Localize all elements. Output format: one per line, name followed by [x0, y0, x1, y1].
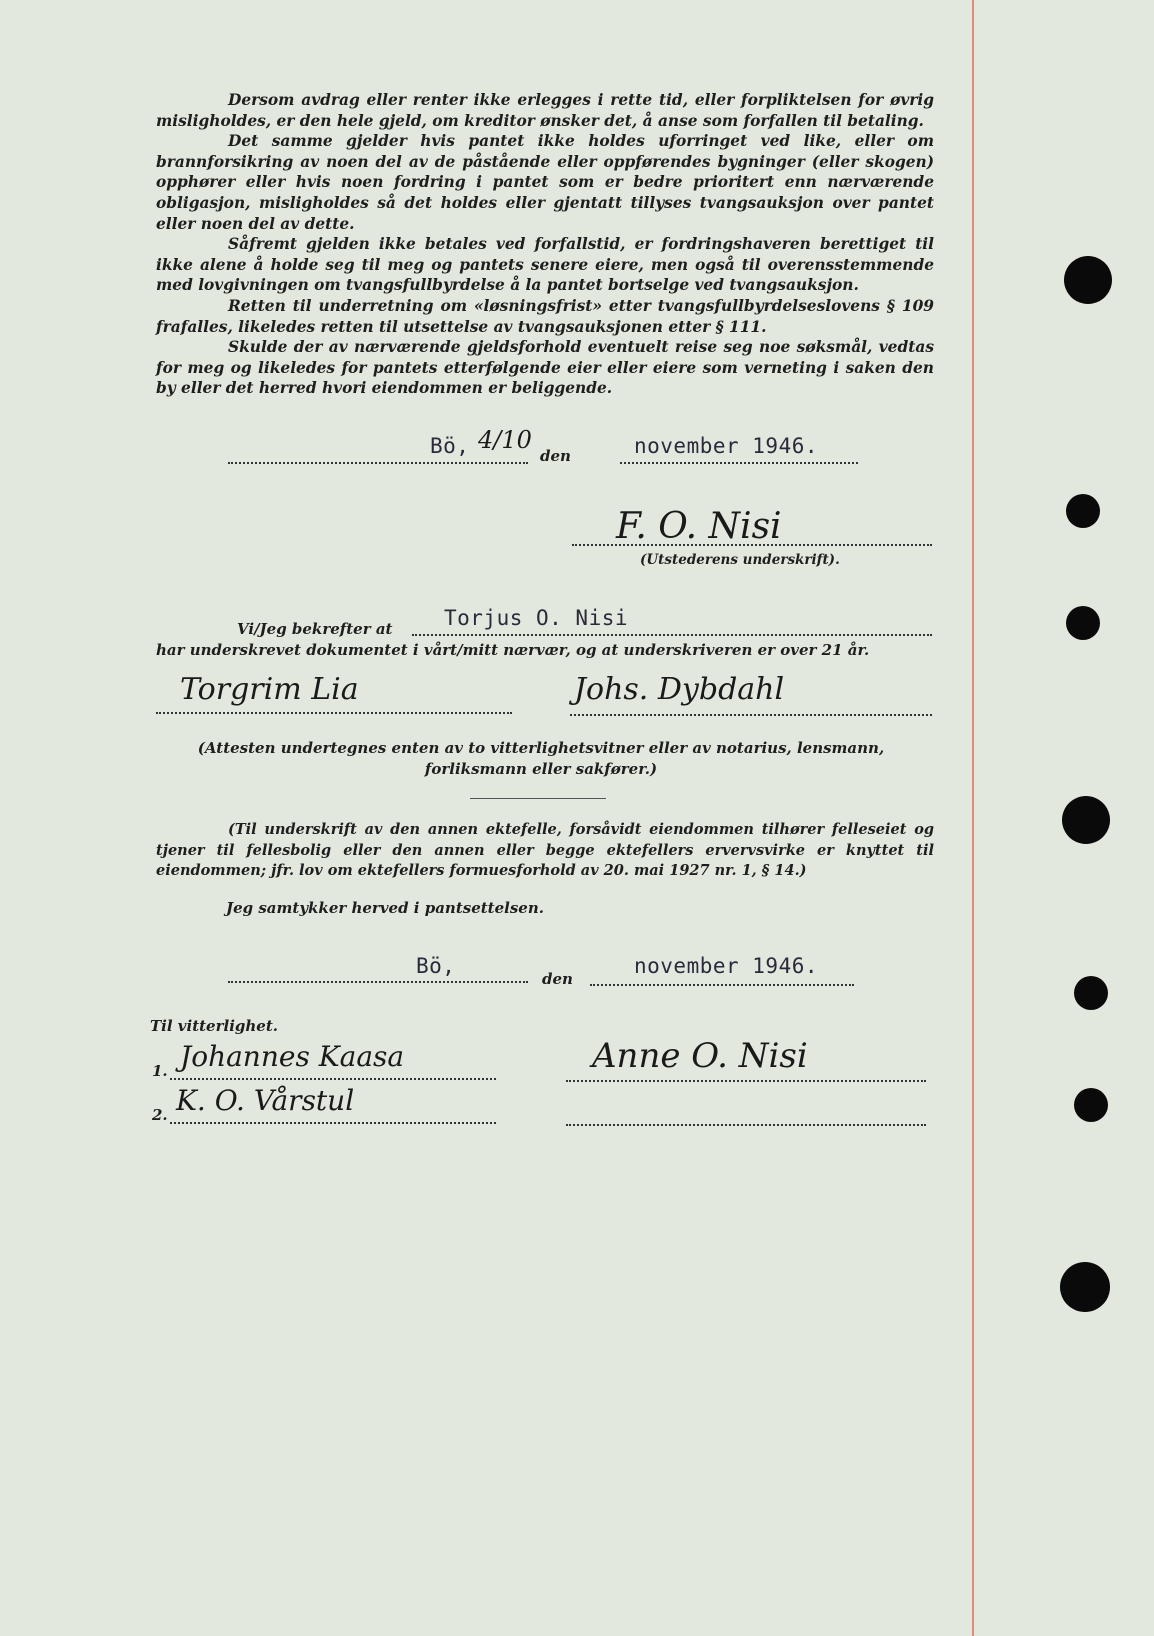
- punch-hole: [1066, 494, 1100, 528]
- attest-note: (Attesten undertegnes enten av to vitterlighetsvitner eller av notarius, lensmann, forliksmann eller sakfører.): [197, 739, 885, 778]
- witness-line-2: [570, 714, 932, 716]
- date-place: Bö,: [430, 434, 470, 458]
- date-month-line: [620, 462, 858, 464]
- spouse-signature-line: [566, 1080, 926, 1082]
- paragraph-enforcement: Såfremt gjelden ikke betales ved forfallstid, er fordringshaveren berettiget til ikke alene å holde seg til meg og pantets senere eiere, men også til overensstemmende med lovgivningen om tvangsfullbyrdelse å la pantet bortselge ved tvangsauksjon.: [156, 235, 934, 295]
- vitterlighet-number-2: 2.: [152, 1106, 168, 1124]
- issuer-signature: F. O. Nisi: [616, 506, 782, 547]
- issuer-caption: (Utstederens underskrift).: [640, 552, 840, 568]
- vitterlighet-signature-1: Johannes Kaasa: [180, 1040, 405, 1073]
- vitterlighet-line-1: [170, 1078, 496, 1080]
- vitterlighet-number-1: 1.: [152, 1062, 168, 1080]
- date2-den-label: den: [542, 970, 573, 988]
- paragraph-insurance: Det samme gjelder hvis pantet ikke holdes uforringet ved like, eller om brannforsikring av noen del av de påstående eller oppførendes bygninger (eller skogen) opphører eller hvis noen fordring i pantet som er bedre prioritert enn nærværende obligasjon, misligholdes så det holdes eller gjentatt tillyses tvangsauksjon over pantet eller noen del av dette.: [156, 132, 934, 233]
- vitterlighet-signature-2: K. O. Vårstul: [176, 1084, 355, 1117]
- margin-line: [972, 0, 974, 1636]
- vitterlighet-heading: Til vitterlighet.: [150, 1017, 278, 1035]
- spouse-note: [156, 820, 934, 882]
- punch-hole: [1074, 1088, 1108, 1122]
- date2-place: Bö,: [416, 954, 456, 978]
- date-day-handwritten: 4/10: [478, 426, 532, 454]
- paragraph-redemption: Retten til underretning om «løsningsfrist» etter tvangsfullbyrdelseslovens § 109 frafalles, likeledes retten til utsettelse av tvangsauksjonen etter § 111.: [156, 296, 934, 336]
- date-den-label: den: [540, 447, 571, 465]
- punch-hole: [1074, 976, 1108, 1010]
- witness-signature-2: Johs. Dybdahl: [574, 672, 785, 707]
- spouse-note-text: (Til underskrift av den annen ektefelle, forsåvidt eiendommen tilhører felleseiet og tjener til fellesbolig eller den annen eller begge ektefellers ervervsvirke er knyttet til eiendommen; jfr. lov om ektefellers formuesforhold av 20. mai 1927 nr. 1, § 14.): [156, 821, 934, 879]
- issuer-signature-line: [572, 544, 932, 546]
- date-place-line: [228, 462, 528, 464]
- punch-hole: [1062, 796, 1110, 844]
- date2-place-line: [228, 981, 528, 983]
- paragraph-venue: Skulde der av nærværende gjeldsforhold eventuelt reise seg noe søksmål, vedtas for meg og likeledes for pantets etterfølgende eier eller eiere som verneting i saken den by eller det herred hvori eiendommen er beliggende.: [156, 338, 934, 398]
- witness-signature-1: Torgrim Lia: [180, 672, 359, 707]
- terms-text: [156, 90, 934, 399]
- punch-hole: [1064, 256, 1112, 304]
- date-month-year: november 1946.: [634, 434, 819, 458]
- confirm-line2: har underskrevet dokumentet i vårt/mitt nærvær, og at underskriveren er over 21 år.: [156, 641, 870, 659]
- paragraph-default: Dersom avdrag eller renter ikke erlegges i rette tid, eller forpliktelsen for øvrig misligholdes, er den hele gjeld, om kreditor ønsker det, å anse som forfallen til betaling.: [156, 91, 934, 130]
- witness-line-1: [156, 712, 512, 714]
- consent-text: Jeg samtykker herved i pantsettelsen.: [226, 899, 544, 917]
- vitterlighet-line-2: [170, 1122, 496, 1124]
- date2-month-year: november 1946.: [634, 954, 819, 978]
- confirm-name-line: [412, 634, 932, 636]
- punch-hole: [1066, 606, 1100, 640]
- spouse-signature: Anne O. Nisi: [592, 1036, 808, 1076]
- divider: [470, 798, 606, 799]
- punch-hole: [1060, 1262, 1110, 1312]
- confirm-name: Torjus O. Nisi: [444, 606, 629, 630]
- date2-month-line: [590, 984, 854, 986]
- spouse-second-line: [566, 1124, 926, 1126]
- confirm-prefix: Vi/Jeg bekrefter at: [237, 620, 393, 638]
